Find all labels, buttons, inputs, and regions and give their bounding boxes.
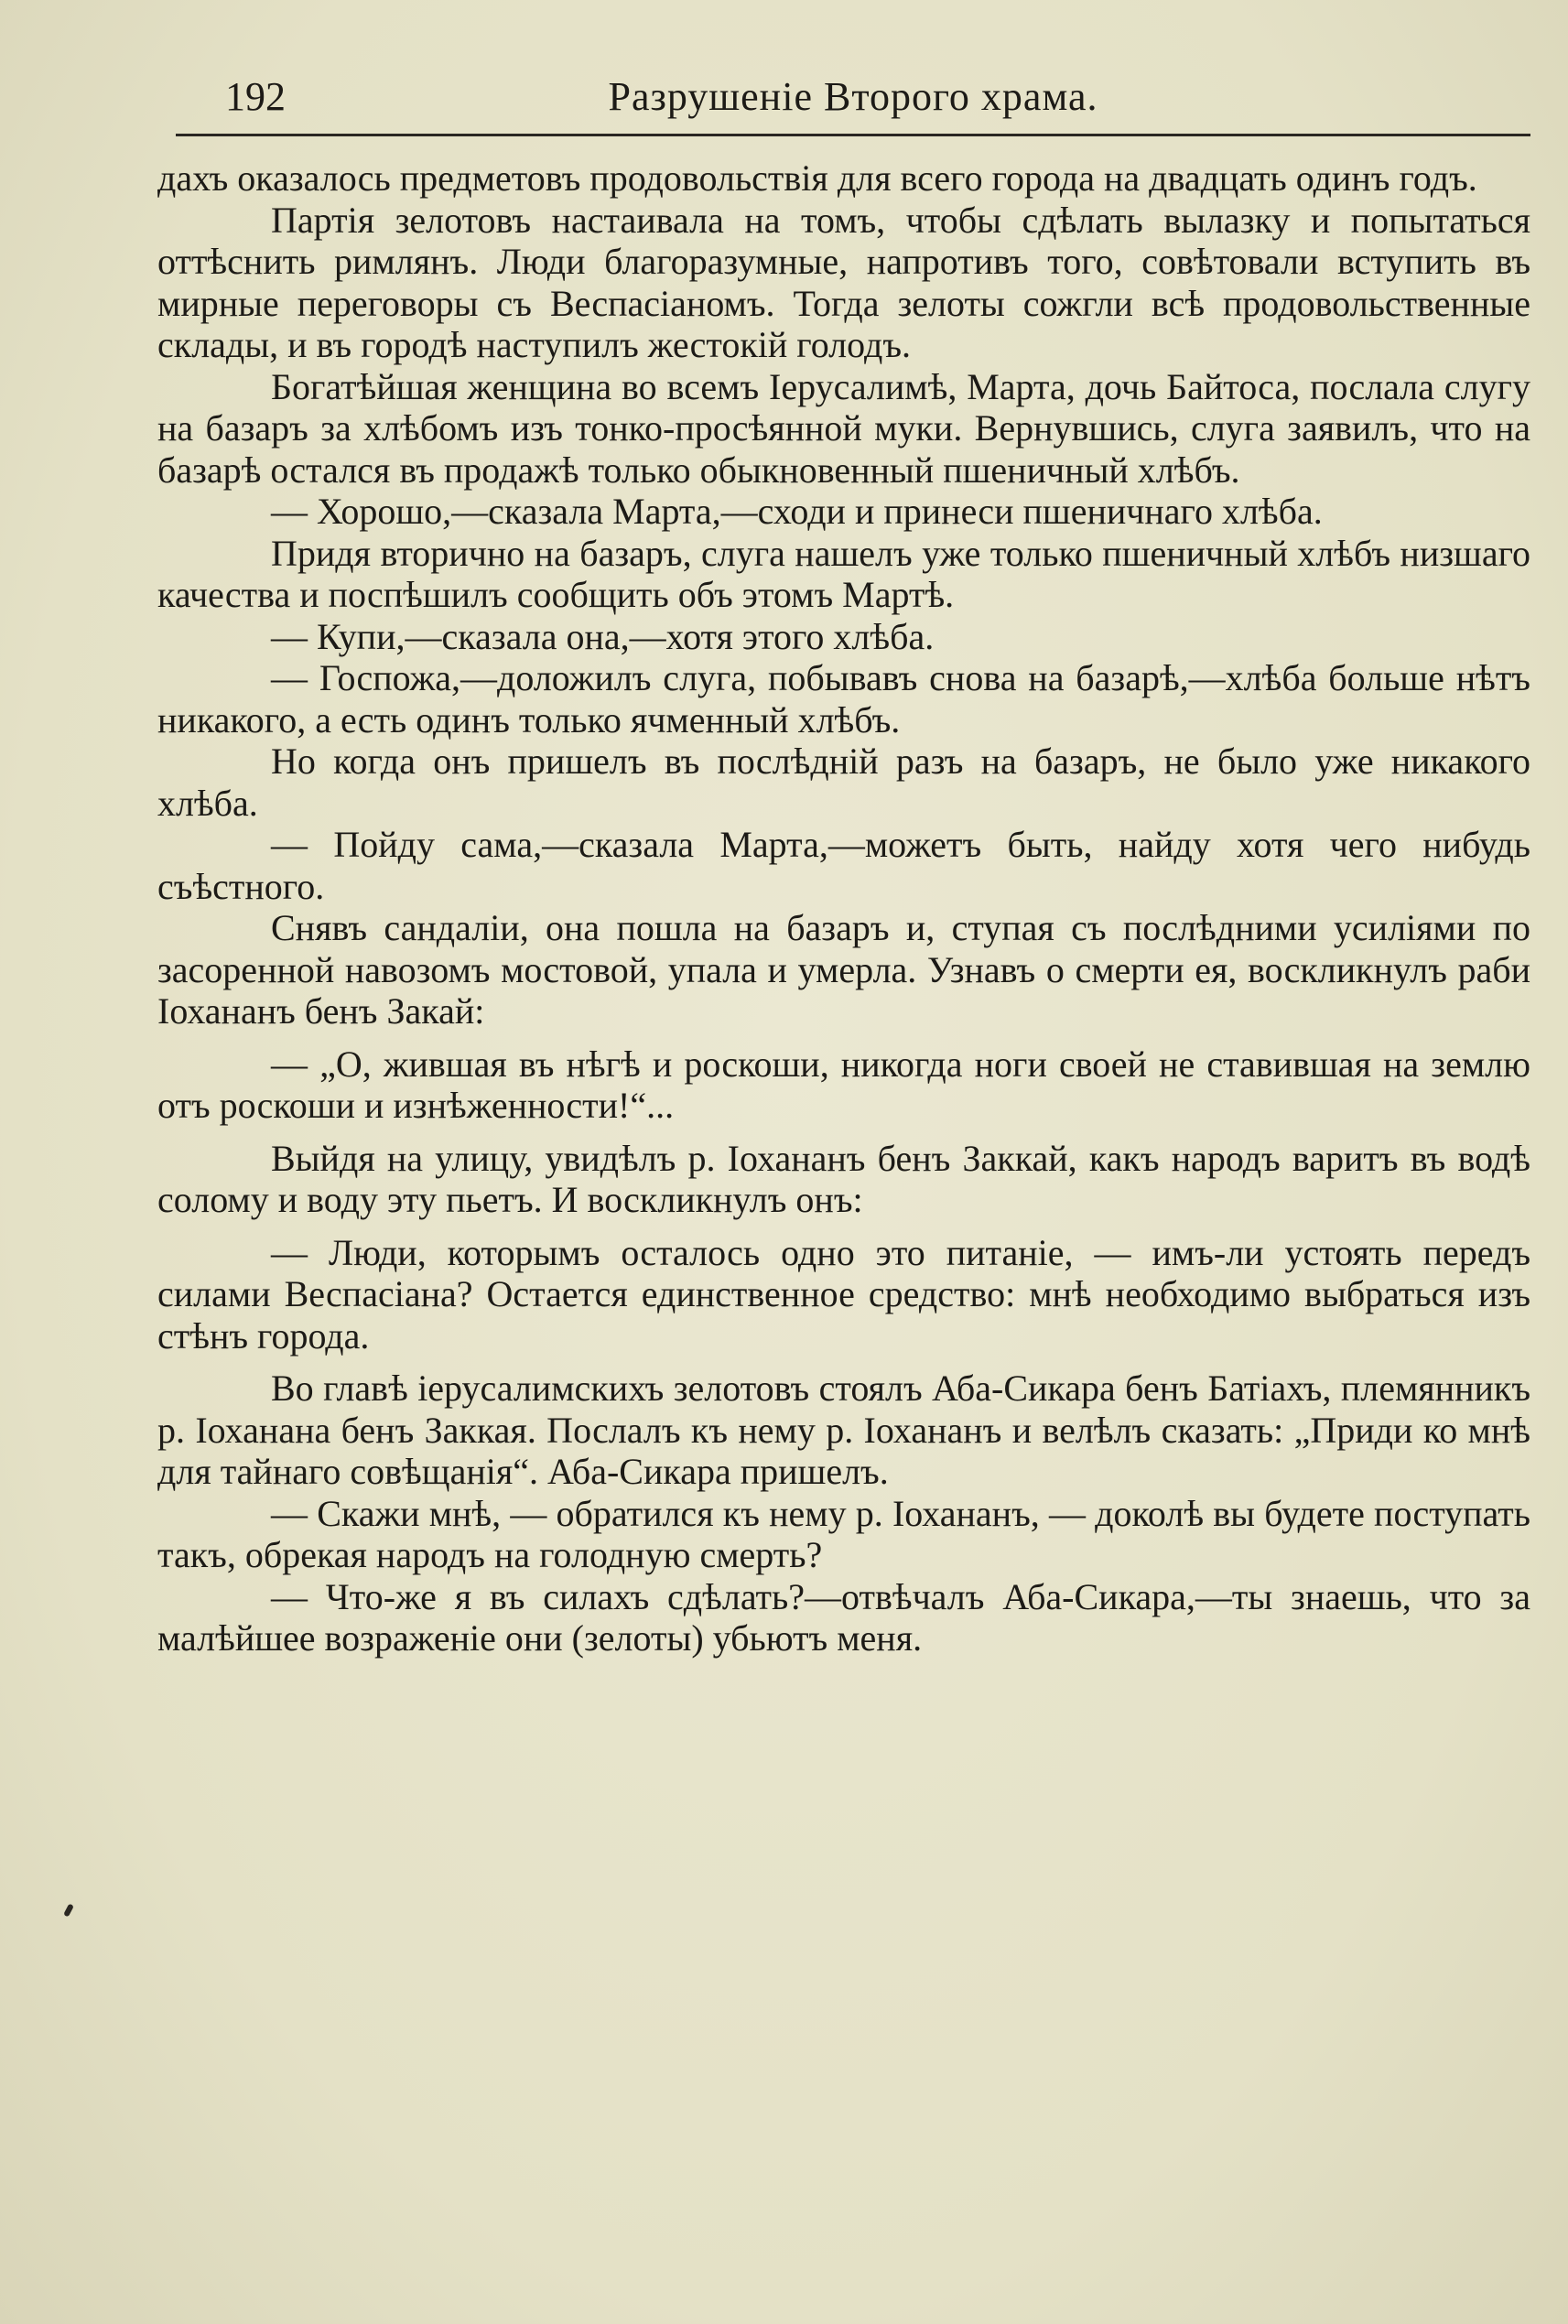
ink-blot-mark	[63, 1903, 74, 1917]
header-rule	[176, 134, 1530, 136]
paragraph: Выйдя на улицу, увидѣлъ р. Іохананъ бенъ Заккай, какъ народъ варитъ въ водѣ солому и воду эту пьетъ. И воскликнулъ онъ:	[157, 1137, 1530, 1220]
paragraph: Но когда онъ пришелъ въ послѣдній разъ на базаръ, не было уже никакого хлѣба.	[157, 740, 1530, 824]
dialogue-paragraph: — Скажи мнѣ, — обратился къ нему р. Іохананъ, — доколѣ вы будете поступать такъ, обрекая народъ на голодную смерть?	[157, 1492, 1530, 1575]
page-number: 192	[225, 74, 286, 119]
dialogue-paragraph: — Пойду сама,—сказала Марта,—можетъ быть, найду хотя чего нибудь съѣстного.	[157, 824, 1530, 907]
dialogue-paragraph: — Хорошо,—сказала Марта,—сходи и принеси пшеничнаго хлѣба.	[271, 491, 1323, 532]
dialogue-paragraph: — Купи,—сказала она,—хотя этого хлѣба.	[271, 615, 935, 657]
body-text	[157, 157, 1530, 1659]
running-title: Разрушеніе Второго храма.	[608, 74, 1098, 119]
dialogue-paragraph: — Госпожа,—доложилъ слуга, побывавъ снова на базарѣ,—хлѣба больше нѣтъ никакого, а есть одинъ только ячменный хлѣбъ.	[157, 657, 1530, 740]
paragraph: Партія зелотовъ настаивала на томъ, чтобы сдѣлать вылазку и попытаться оттѣснить римлянъ. Люди благоразумные, напротивъ того, совѣтовали вступить въ мирные переговоры съ Веспасіаномъ. Тогда зелоты сожгли всѣ продовольственные склады, и въ городѣ наступилъ жестокій голодъ.	[157, 199, 1530, 365]
paragraph: Богатѣйшая женщина во всемъ Іерусалимѣ, Марта, дочь Байтоса, послала слугу на базаръ за хлѣбомъ изъ тонко-просѣянной муки. Вернувшись, слуга заявилъ, что на базарѣ остался въ продажѣ только обыкновенный пшеничный хлѣбъ.	[157, 365, 1530, 491]
page-header	[176, 71, 1530, 123]
paragraph: Снявъ сандаліи, она пошла на базаръ и, ступая съ послѣдними усиліями по засоренной навозомъ мостовой, упала и умерла. Узнавъ о смерти ея, воскликнулъ раби Іохананъ бенъ Закай:	[157, 907, 1530, 1032]
paragraph: Во главѣ іерусалимскихъ зелотовъ стоялъ Аба-Сикара бенъ Батіахъ, племянникъ р. Іоханана бенъ Заккая. Послалъ къ нему р. Іохананъ и велѣлъ сказать: „Приди ко мнѣ для тайнаго совѣщанія“. Аба-Сикара пришелъ.	[157, 1367, 1530, 1492]
paragraph: Придя вторично на базаръ, слуга нашелъ уже только пшеничный хлѣбъ низшаго качества и поспѣшилъ сообщить объ этомъ Мартѣ.	[157, 532, 1530, 615]
dialogue-paragraph: — Что-же я въ силахъ сдѣлать?—отвѣчалъ Аба-Сикара,—ты знаешь, что за малѣйшее возраженіе они (зелоты) убьютъ меня.	[157, 1575, 1530, 1659]
dialogue-paragraph: — „О, жившая въ нѣгѣ и роскоши, никогда ноги своей не ставившая на землю отъ роскоши и изнѣженности!“...	[157, 1043, 1530, 1126]
dialogue-paragraph: — Люди, которымъ осталось одно это питаніе, — имъ-ли устоять передъ силами Веспасіана? Остается единственное средство: мнѣ необходимо выбраться изъ стѣнъ города.	[157, 1231, 1530, 1357]
paragraph: дахъ оказалось предметовъ продовольствія для всего города на двадцать одинъ годъ.	[157, 157, 1477, 199]
